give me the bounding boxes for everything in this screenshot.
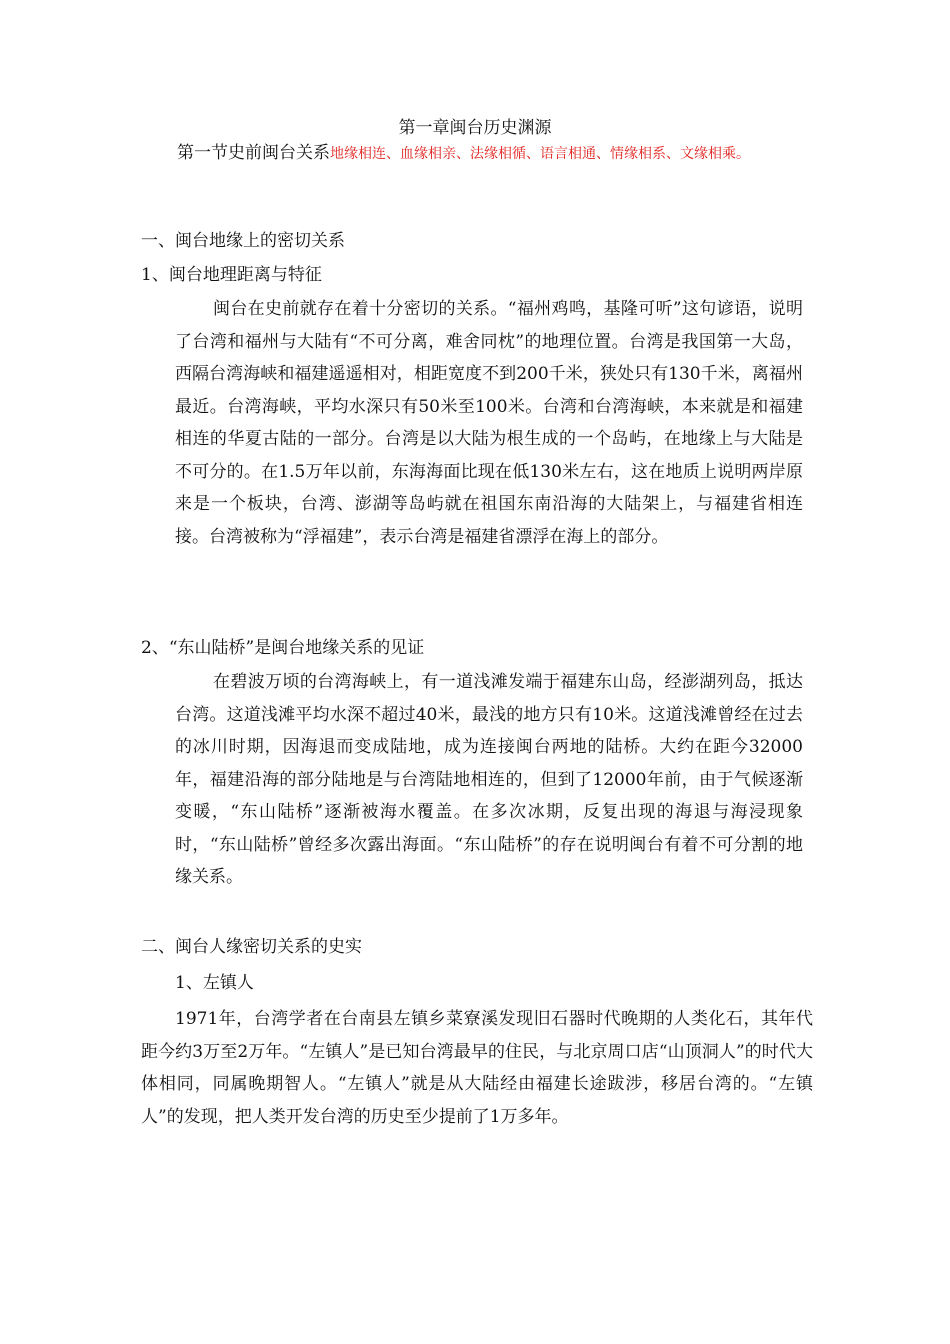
part1-sub2-heading: 2、“东山陆桥”是闽台地缘关系的见证 [141,638,425,658]
part2-heading: 二、闽台人缘密切关系的史实 [141,937,362,957]
section-red-note: 地缘相连、血缘相亲、法缘相循、语言相通、情缘相系、文缘相乘。 [330,146,750,162]
part1-sub1-paragraph: 闽台在史前就存在着十分密切的关系。“福州鸡鸣，基隆可听”这句谚语，说明了台湾和福州与大陆有“不可分离，难舍同枕”的地理位置。台湾是我国第一大岛，西隔台湾海峡和福建遥遥相对，相距宽度不到200千米，狭处只有130千米，离福州最近。台湾海峡，平均水深只有50米至100米。台湾和台湾海峡，本来就是和福建相连的华夏古陆的一部分。台湾是以大陆为根生成的一个岛屿，在地缘上与大陆是不可分的。在1.5万年以前，东海海面比现在低130米左右，这在地质上说明两岸原来是一个板块，台湾、澎湖等岛屿就在祖国东南沿海的大陆架上，与福建省相连接。台湾被称为“浮福建”，表示台湾是福建省漂浮在海上的部分。 [175,299,803,547]
part1-heading: 一、闽台地缘上的密切关系 [141,231,345,251]
section-heading [149,142,799,165]
part2-sub1-heading: 1、左镇人 [175,973,254,993]
chapter-title: 第一章闽台历史渊源 [398,118,552,138]
part2-sub1-paragraph: 1971年，台湾学者在台南县左镇乡菜寮溪发现旧石器时代晚期的人类化石，其年代距今约3万至2万年。“左镇人”是已知台湾最早的住民，与北京周口店“山顶洞人”的时代大体相同，同属晚期智人。“左镇人”就是从大陆经由福建长途跋涉，移居台湾的。“左镇人”的发现，把人类开发台湾的历史至少提前了1万多年。 [141,1009,813,1127]
section-label: 第一节史前闽台关系 [177,143,330,163]
part1-sub2-paragraph: 在碧波万顷的台湾海峡上，有一道浅滩发端于福建东山岛，经澎湖列岛，抵达台湾。这道浅滩平均水深不超过40米，最浅的地方只有10米。这道浅滩曾经在过去的冰川时期，因海退而变成陆地，成为连接闽台两地的陆桥。大约在距今32000年，福建沿海的部分陆地是与台湾陆地相连的，但到了12000年前，由于气候逐渐变暖，“东山陆桥”逐渐被海水覆盖。在多次冰期，反复出现的海退与海浸现象时，“东山陆桥”曾经多次露出海面。“东山陆桥”的存在说明闽台有着不可分割的地缘关系。 [175,672,803,887]
part1-sub1-heading: 1、闽台地理距离与特征 [141,265,322,285]
